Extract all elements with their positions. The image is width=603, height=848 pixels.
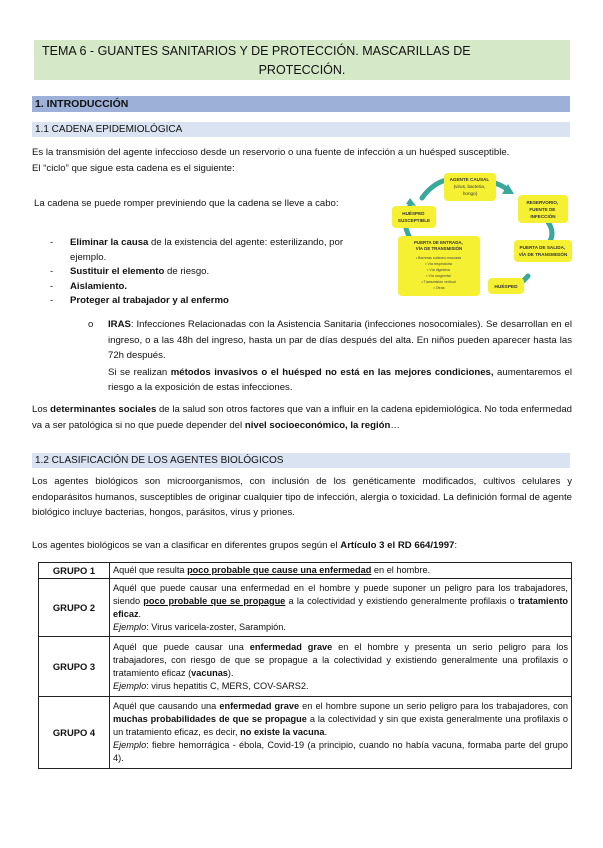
label-agente: AGENTE CAUSAL [449,177,490,182]
group-description: Aquél que puede causar una enfermedad en el hombre y puede suponer un peligro para los trabajadores, siendo poco probable que se propague a la colectividad y existiendo generalmente profilaxis o tratamiento eficaz. Ejemplo: Virus varicela-zoster, Sarampión. [110,579,572,637]
group-description: Aquél que puede causar una enfermedad grave en el hombre y presenta un serio peligro para los trabajadores, con riesgo de que se propague a la colectividad y existiendo generalmente una profilaxis o tratamiento eficaz (vacunas). Ejemplo: virus hepatitis C, MERS, COV-SARS2. [110,637,572,697]
svg-text:AGENTE CAUSAL (virus, ba: AGENTE CAUSAL (virus, bacteria, hongo) [449,177,490,196]
group-name: GRUPO 2 [39,579,110,637]
paragraph-determinantes: Los determinantes sociales de la salud son otros factores que van a influir en la cadena epidemiológica. No toda enfermedad va a ser patológica si no que puede depender del nivel socioeconómico, la región… [32,404,572,431]
label-huesped: HUÉSPED [494,285,518,290]
svg-text:HUÉSPED SUSCEPTIBLE: HUÉSPED SUSCEPTIBLE [397,211,431,223]
group-name: GRUPO 1 [39,563,110,579]
list-item: - Proteger al trabajador y al enfermo [50,295,229,306]
svg-text:• Barreras cutáneo-mucosas: • Barreras cutáneo-mucosas • Vía respiratoria • Vía digestiva • Vía urogenital • Transmisión vertical • Otras [415,256,462,290]
box-puerta-salida [514,240,572,262]
paragraph-romper-cadena: La cadena se puede romper previniendo que la cadena se lleve a cabo: [34,198,339,209]
paragraph-agentes-biologicos: Los agentes biológicos son microorganismos, con inclusión de los genéticamente modificados, cultivos celulares y endoparásitos humanos, susceptibles de originar cualquier tipo de infección, alergia o toxicidad. La definición formal de agente biológico incluye bacterias, hongos, parásitos, virus y priones. [32,476,572,518]
paragraph-clasificacion-rd: Los agentes biológicos se van a clasificar en diferentes grupos según el Artículo 3 el RD 664/1997: [32,540,458,551]
section-heading-introduccion: 1. INTRODUCCIÓN [32,96,570,112]
list-item: - Eliminar la causa de la existencia del agente: esterilizando, por ejemplo. [50,237,344,263]
subsection-heading-cadena: 1.1 CADENA EPIDEMIOLÓGICA [32,122,570,137]
document-title [34,40,570,80]
iras-subitem: o IRAS: Infecciones Relacionadas con la Asistencia Sanitaria (infecciones nosocomiales). Se desarrollan en el ingreso, o a las 48h del ingreso, hasta un par de días después del alta. En niños pueden aparecer hasta las 72h después. Si se realizan métodos invasivos o el huésped no está en las mejores condiciones, aumentaremos el riesgo a la exposición de estas infecciones. [88,319,572,393]
epidemiological-chain-diagram [388,170,574,300]
list-item: - Aislamiento. [50,280,128,292]
table-row [39,697,572,769]
svg-text:RESERVORIO, FUENTE DE: RESERVORIO, FUENTE DE INFECCIÓN [526,200,559,219]
svg-text:PUERTA DE ENTRADA, VÍA D: PUERTA DE ENTRADA, VÍA DE TRANSMISIÓN [413,240,463,251]
group-name: GRUPO 3 [39,637,110,697]
arrow-susceptible-agente [422,180,446,198]
paragraph-ciclo: El “ciclo” que sigue esta cadena es el siguiente: [32,163,235,174]
svg-text:PUERTA DE SALIDA, VÍA DE: PUERTA DE SALIDA, VÍA DE TRANSMISIÓN [518,245,568,257]
groups-table [38,562,572,769]
list-item: - Sustituir el elemento de riesgo. [50,266,210,277]
title-line-2: PROTECCIÓN. [258,63,346,77]
table-row [39,637,572,697]
table-row [39,579,572,637]
box-huesped-susceptible [392,206,436,228]
group-description: Aquél que resulta poco probable que cause una enfermedad en el hombre. [110,563,572,579]
prevention-list [50,236,370,309]
subsection-heading-clasificacion: 1.2 CLASIFICACIÓN DE LOS AGENTES BIOLÓGICOS [32,453,570,468]
subitem-marker: o [88,319,94,330]
paragraph-transmision: Es la transmisión del agente infeccioso desde un reservorio o una fuente de infección a un huésped susceptible. [32,147,510,158]
group-name: GRUPO 4 [39,697,110,769]
title-line-1: TEMA 6 - GUANTES SANITARIOS Y DE PROTECCIÓN. MASCARILLAS DE [42,44,471,58]
group-description: Aquél que causando una enfermedad grave en el hombre supone un serio peligro para los trabajadores, con muchas probabilidades de que se propague a la colectividad y sin que exista generalmente una profilaxis o un tratamiento eficaz, es decir, no existe la vacuna. Ejemplo: fiebre hemorrágica - ébola, Covid-19 (a principio, cuando no había vacuna, formaba parte del grupo 4). [110,697,572,769]
table-row [39,563,572,579]
